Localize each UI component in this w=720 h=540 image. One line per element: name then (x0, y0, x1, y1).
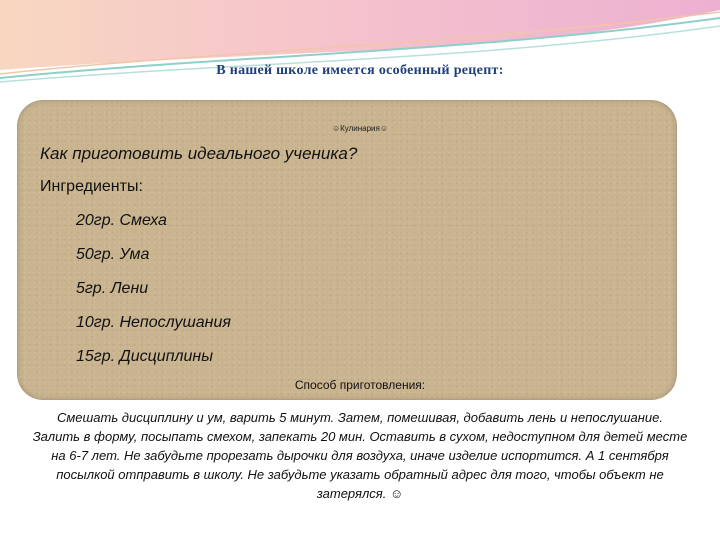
ingredient-item: 20гр. Смеха (76, 212, 167, 229)
ingredient-item: 10гр. Непослушания (76, 314, 231, 331)
slide-title: В нашей школе имеется особенный рецепт: (216, 63, 504, 78)
ingredients-label: Ингредиенты: (40, 178, 143, 195)
ingredient-item: 5гр. Лени (76, 280, 149, 297)
method-text: Смешать дисциплину и ум, варить 5 минут. Затем, помешивая, добавить лень и непослушание. Залить в форму, посыпать смехом, запекать 20 мин. Оставить в сухом, недоступном для детей месте на 6-7 лет. Не забудьте прорезать дырочки для воздуха, иначе изделие испортится. А 1 сентября посылкой отправить в школу. Не забудьте указать обратный адрес для того, чтобы объект не затерялся. ☺ (32, 410, 688, 501)
card-tag: ☺Кулинария☺ (331, 124, 389, 133)
method-label: Способ приготовления: (294, 378, 426, 392)
ingredient-item: 15гр. Дисциплины (76, 348, 213, 365)
recipe-title: Как приготовить идеального ученика? (40, 144, 358, 163)
ingredient-item: 50гр. Ума (76, 246, 150, 263)
